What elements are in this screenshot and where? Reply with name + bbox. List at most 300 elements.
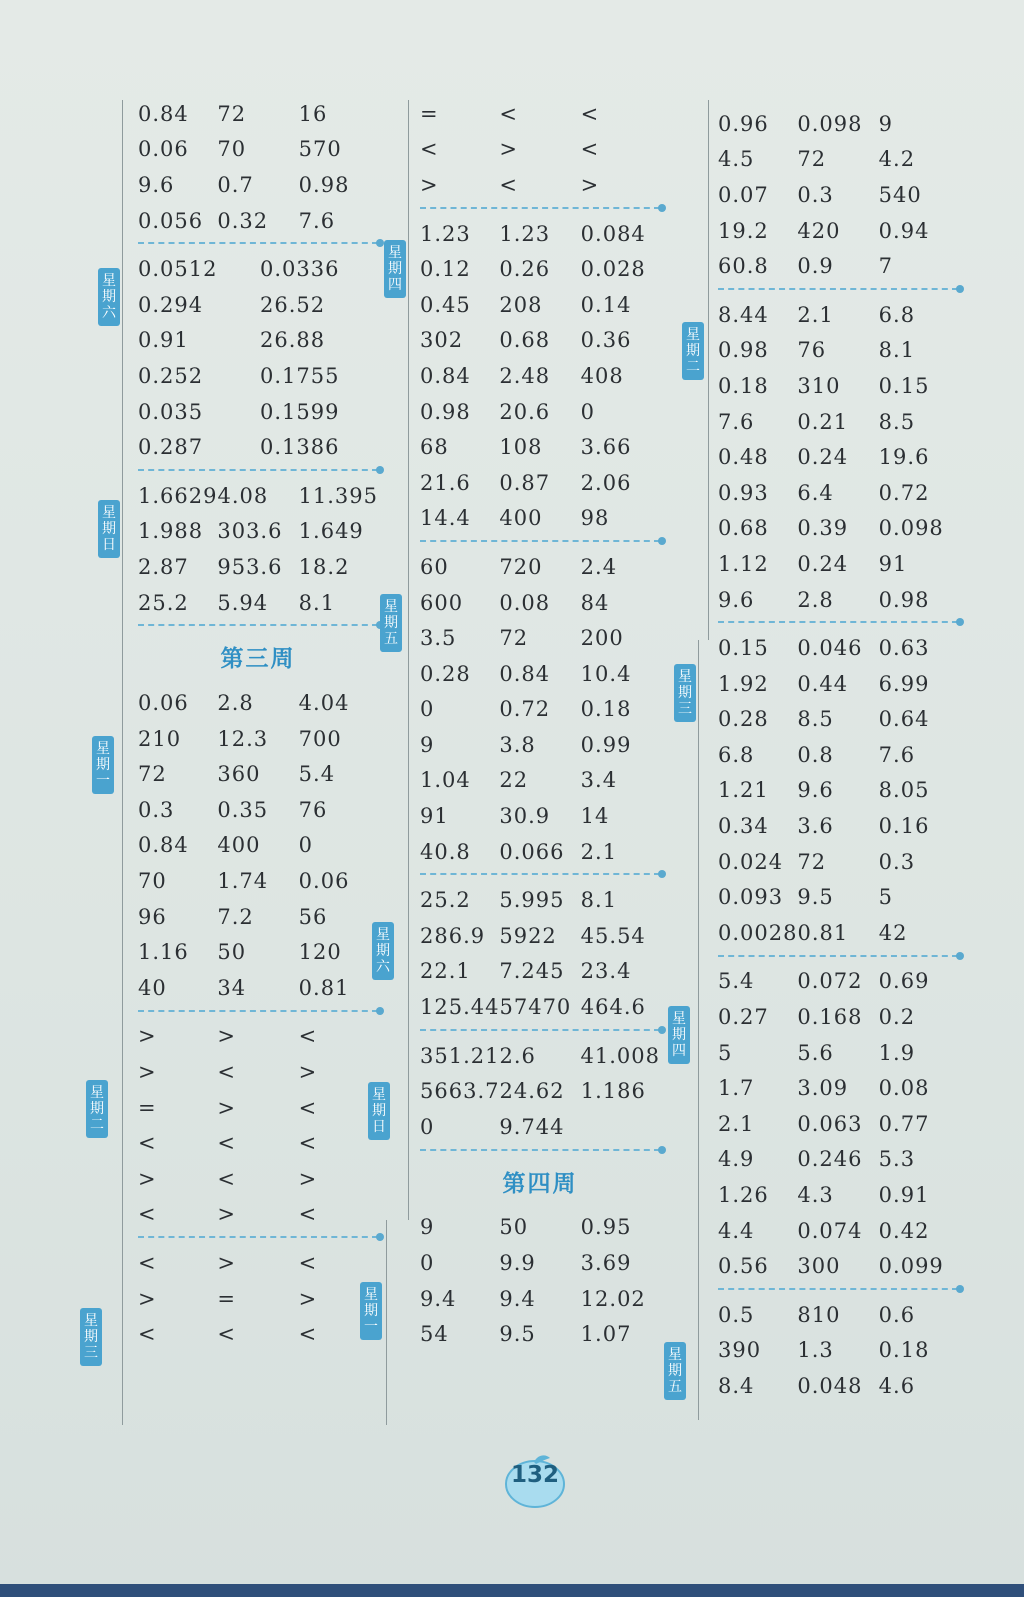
column-rule — [698, 640, 699, 1420]
answer-value: 9.744 — [499, 1114, 565, 1139]
answer-row — [420, 834, 660, 870]
answer-value: 810 — [797, 1302, 841, 1327]
answer-value: > — [217, 1251, 236, 1276]
answer-block — [718, 297, 958, 617]
answer-value: 0.44 — [797, 671, 849, 696]
answer-value: 0.294 — [138, 292, 204, 317]
answer-value: 2.8 — [797, 587, 834, 612]
answer-row — [718, 964, 958, 1000]
answer-value: 8.1 — [298, 590, 336, 615]
week-title: 第三周 — [220, 646, 296, 673]
answer-value: 1.23 — [420, 221, 471, 246]
day-tab: 星 期 五 — [380, 594, 402, 652]
answer-value: 0.1755 — [260, 363, 340, 388]
answer-value: 5 — [878, 885, 894, 910]
answer-value: > — [298, 1060, 318, 1085]
answer-value: 26.52 — [260, 292, 326, 317]
answer-row — [138, 1125, 378, 1161]
answer-value: 24.62 — [499, 1079, 565, 1104]
answer-value: > — [138, 1286, 157, 1311]
answer-value: 420 — [797, 218, 841, 243]
answer-value: 0.98 — [298, 172, 350, 197]
answer-value: 4.9 — [718, 1147, 755, 1172]
answer-row — [420, 727, 660, 763]
answer-value: 2.87 — [138, 554, 189, 579]
answer-value: 0.093 — [718, 885, 784, 910]
answer-value: 40 — [138, 975, 167, 1000]
answer-row — [718, 297, 958, 333]
answer-row — [420, 882, 660, 918]
answer-value: 3.69 — [580, 1251, 632, 1276]
answer-row — [138, 251, 378, 287]
answer-value: 7.6 — [718, 409, 755, 434]
answer-value: 6.4 — [797, 480, 834, 505]
answer-value: 16 — [298, 101, 328, 126]
answer-value: 3.6 — [797, 814, 834, 839]
answer-value: 4.5 — [718, 147, 755, 172]
answer-row — [718, 737, 958, 773]
answer-row — [138, 549, 378, 585]
answer-value: 98 — [580, 506, 610, 531]
answer-block — [420, 96, 660, 203]
answer-value: < — [420, 137, 439, 162]
answer-value: 400 — [499, 506, 543, 531]
answer-row — [718, 879, 958, 915]
answer-row — [718, 106, 958, 142]
answer-value: 0.28 — [420, 661, 471, 686]
answer-value: 0.72 — [878, 480, 930, 505]
answer-value: 72 — [797, 147, 827, 172]
dashed-separator — [718, 955, 958, 958]
answer-value: 9 — [420, 732, 435, 757]
answer-row — [420, 763, 660, 799]
answer-value: 9.4 — [420, 1286, 457, 1311]
answer-block — [138, 96, 378, 238]
answer-value: 42 — [878, 920, 908, 945]
answer-row — [138, 1090, 378, 1126]
answer-value: 72 — [797, 849, 827, 874]
answer-value: 200 — [580, 626, 624, 651]
answer-value: 7.245 — [499, 959, 565, 984]
answer-value: 1.21 — [718, 778, 769, 803]
answer-value: 76 — [797, 338, 827, 363]
answer-value: 5.4 — [718, 969, 755, 994]
day-tab: 星 期 日 — [98, 500, 120, 558]
answer-value: 5.94 — [217, 590, 269, 615]
dashed-separator — [718, 288, 958, 291]
answer-row — [138, 685, 378, 721]
answer-value: 0.93 — [718, 480, 769, 505]
answer-value: 9.9 — [499, 1251, 536, 1276]
answer-value: 0.96 — [718, 111, 769, 136]
answer-value: 408 — [580, 363, 624, 388]
answer-value: 302 — [420, 328, 464, 353]
answer-value: 5922 — [499, 923, 557, 948]
answer-value: 91 — [420, 804, 449, 829]
answer-value: 208 — [499, 292, 543, 317]
answer-value: 9.5 — [797, 885, 834, 910]
answer-value: 20.6 — [499, 399, 551, 424]
answer-value: 1.16 — [138, 940, 189, 965]
answer-value: 0.098 — [878, 516, 944, 541]
answer-value: 0.048 — [797, 1373, 863, 1398]
answer-block — [420, 216, 660, 536]
answer-value: 1.3 — [797, 1338, 834, 1363]
answer-row — [420, 465, 660, 501]
answer-value: 0.08 — [499, 590, 551, 615]
dashed-separator — [138, 1010, 378, 1013]
answer-row — [138, 1054, 378, 1090]
answer-value: 10.4 — [580, 661, 632, 686]
answer-value: 0.084 — [580, 221, 646, 246]
answer-value: 76 — [298, 797, 328, 822]
answer-value: 360 — [217, 762, 261, 787]
answer-value: 6.8 — [878, 302, 916, 327]
answer-value: 14.4 — [420, 506, 471, 531]
answer-value: 0.48 — [718, 445, 769, 470]
dashed-separator — [420, 207, 660, 210]
day-tab: 星 期 五 — [664, 1342, 686, 1400]
answer-value: < — [499, 101, 518, 126]
answer-row — [420, 132, 660, 168]
answer-row — [138, 828, 378, 864]
answer-value: 30.9 — [499, 804, 551, 829]
answer-value: 96 — [138, 904, 167, 929]
answer-value: 22.1 — [420, 959, 471, 984]
answer-block — [718, 106, 958, 284]
answer-value: 14 — [580, 804, 610, 829]
answer-value: 9.5 — [499, 1322, 536, 1347]
answer-row — [138, 863, 378, 899]
answer-value: 6.8 — [718, 742, 755, 767]
answer-value: 0.34 — [718, 814, 769, 839]
answer-row — [138, 757, 378, 793]
answer-row — [138, 358, 378, 394]
answer-value: 1.6629 — [138, 483, 218, 508]
answer-value: 0.56 — [718, 1254, 769, 1279]
answer-value: > — [138, 1166, 157, 1191]
answer-value: 1.12 — [718, 551, 769, 576]
answer-value: 0.28 — [718, 707, 769, 732]
answer-value: 0.1599 — [260, 399, 340, 424]
answer-value: 0.45 — [420, 292, 471, 317]
answer-value: 0.287 — [138, 435, 204, 460]
answer-value: 25.2 — [420, 888, 471, 913]
answer-value: 1.649 — [298, 519, 364, 544]
answer-value: 1.04 — [420, 768, 471, 793]
answer-value: 0.06 — [138, 691, 189, 716]
answer-block — [420, 1210, 660, 1352]
answer-value: 0.024 — [718, 849, 784, 874]
answer-value: 0.98 — [420, 399, 471, 424]
answer-value: 68 — [420, 435, 449, 460]
answer-value: 303.6 — [217, 519, 283, 544]
answer-value: 0.81 — [298, 975, 350, 1000]
answer-value: 4.04 — [298, 691, 350, 716]
answer-value: 8.1 — [580, 888, 618, 913]
answer-value: 72 — [217, 101, 247, 126]
bottom-border — [0, 1584, 1024, 1597]
answer-value: 210 — [138, 726, 182, 751]
answer-row — [420, 429, 660, 465]
answer-value: > — [217, 1095, 236, 1120]
answer-value: 0.8 — [797, 742, 834, 767]
answer-row — [420, 358, 660, 394]
answer-value: > — [298, 1166, 318, 1191]
day-tab: 星 期 三 — [674, 664, 696, 722]
answer-value: 60 — [420, 554, 449, 579]
answer-row — [420, 656, 660, 692]
answer-value: 3.09 — [797, 1076, 849, 1101]
answer-value: 0.77 — [878, 1111, 930, 1136]
answer-row — [138, 394, 378, 430]
answer-row — [138, 203, 378, 239]
answer-row — [138, 585, 378, 621]
answer-value: 286.9 — [420, 923, 486, 948]
answer-row — [420, 96, 660, 132]
answer-block — [420, 882, 660, 1024]
answer-value: 19.2 — [718, 218, 769, 243]
column-rule — [122, 100, 123, 1425]
answer-value: < — [298, 1202, 318, 1227]
answer-row — [718, 1142, 958, 1178]
answer-value: 464.6 — [580, 995, 646, 1020]
answer-value: 2.06 — [580, 470, 632, 495]
answer-value: 0.39 — [797, 516, 849, 541]
answer-row — [718, 630, 958, 666]
answer-row — [718, 582, 958, 618]
answer-value: 0.7 — [217, 172, 254, 197]
answer-value: 0.68 — [718, 516, 769, 541]
answer-block — [138, 1019, 378, 1233]
answer-row — [138, 1019, 378, 1055]
answer-row — [718, 248, 958, 284]
answer-value: < — [298, 1322, 318, 1347]
answer-value: 6.99 — [878, 671, 930, 696]
dashed-separator — [138, 242, 378, 245]
answer-value: = — [420, 101, 439, 126]
answer-value: 1.92 — [718, 671, 769, 696]
answer-value: 56 — [298, 904, 328, 929]
answer-value: 1.9 — [878, 1040, 916, 1065]
answer-value: 0.87 — [499, 470, 551, 495]
answer-value: 2.4 — [580, 554, 618, 579]
answer-value: > — [138, 1024, 157, 1049]
answer-value: 40.8 — [420, 839, 471, 864]
answer-row — [420, 692, 660, 728]
answer-value: 720 — [499, 554, 543, 579]
day-tab: 星 期 四 — [668, 1006, 690, 1064]
answer-row — [420, 1210, 660, 1246]
answer-value: 700 — [298, 726, 342, 751]
answer-row — [420, 549, 660, 585]
answer-row — [138, 721, 378, 757]
answer-value: < — [217, 1060, 236, 1085]
answer-value: 0.98 — [878, 587, 930, 612]
answer-value: 0.15 — [878, 373, 930, 398]
answer-value: < — [138, 1322, 157, 1347]
answer-value: 0.5 — [718, 1302, 755, 1327]
answer-row — [420, 1109, 660, 1145]
answer-row — [138, 287, 378, 323]
answer-block — [420, 549, 660, 869]
answer-value: 0.028 — [580, 257, 646, 282]
answer-value: 9.6 — [797, 778, 834, 803]
answer-row — [420, 1245, 660, 1281]
answer-value: < — [217, 1131, 236, 1156]
answer-value: 2.6 — [499, 1043, 536, 1068]
answer-value: 0.246 — [797, 1147, 863, 1172]
column-rule — [708, 100, 709, 640]
answer-value: 3.66 — [580, 435, 632, 460]
column-3 — [718, 106, 958, 1404]
answer-row — [138, 1197, 378, 1233]
answer-value: < — [298, 1251, 318, 1276]
answer-value: 8.44 — [718, 302, 769, 327]
answer-value: 1.7 — [718, 1076, 755, 1101]
answer-row — [138, 167, 378, 203]
answer-value: 70 — [138, 869, 167, 894]
answer-row — [138, 96, 378, 132]
answer-value: 0.08 — [878, 1076, 930, 1101]
day-tab: 星 期 三 — [80, 1308, 102, 1366]
answer-value: 0.168 — [797, 1005, 863, 1030]
answer-row — [138, 1281, 378, 1317]
answer-value: 1.74 — [217, 869, 269, 894]
answer-value: 0.6 — [878, 1302, 916, 1327]
answer-value: 0 — [298, 833, 314, 858]
answer-value: 0.16 — [878, 814, 930, 839]
answer-value: 0.056 — [138, 208, 204, 233]
answer-value: 91 — [878, 551, 908, 576]
answer-value: 4.4 — [718, 1218, 755, 1243]
answer-value: < — [580, 137, 600, 162]
answer-row — [138, 934, 378, 970]
answer-value: 45.54 — [580, 923, 646, 948]
answer-row — [138, 323, 378, 359]
answer-row — [718, 1213, 958, 1249]
answer-row — [138, 429, 378, 465]
column-rule — [386, 1220, 387, 1425]
answer-value: 0.0336 — [260, 257, 340, 282]
answer-block — [718, 964, 958, 1284]
answer-value: < — [298, 1024, 318, 1049]
answer-value: 0 — [580, 399, 596, 424]
answer-row — [718, 475, 958, 511]
answer-value: 0.84 — [138, 833, 189, 858]
answer-row — [420, 1316, 660, 1352]
answer-value: 0.69 — [878, 969, 930, 994]
answer-value: 5.6 — [797, 1040, 834, 1065]
answer-value: 0.24 — [797, 551, 849, 576]
answer-value: 4.3 — [797, 1183, 834, 1208]
answer-block — [138, 685, 378, 1005]
answer-value: 0.18 — [718, 373, 769, 398]
answer-row — [420, 1038, 660, 1074]
answer-value: 0.26 — [499, 257, 551, 282]
dashed-separator — [138, 624, 378, 627]
answer-value: 0.68 — [499, 328, 551, 353]
answer-row — [718, 213, 958, 249]
answer-row — [420, 394, 660, 430]
answer-value: > — [420, 172, 439, 197]
answer-value: 2.48 — [499, 363, 551, 388]
answer-value: 8.1 — [878, 338, 916, 363]
answer-value: 8.4 — [718, 1373, 755, 1398]
answer-row — [420, 167, 660, 203]
answer-value: < — [298, 1131, 318, 1156]
answer-value: 41.008 — [580, 1043, 660, 1068]
answer-row — [718, 404, 958, 440]
answer-value: 9.6 — [718, 587, 755, 612]
dashed-separator — [420, 1149, 660, 1152]
answer-row — [718, 546, 958, 582]
answer-value: 570 — [298, 137, 342, 162]
answer-value: 26.88 — [260, 328, 326, 353]
answer-row — [138, 792, 378, 828]
answer-value: < — [138, 1202, 157, 1227]
answer-value: 0.072 — [797, 969, 863, 994]
answer-value: < — [217, 1322, 236, 1347]
answer-value: 19.6 — [878, 445, 930, 470]
answer-value: 8.5 — [797, 707, 834, 732]
answer-row — [718, 1248, 958, 1284]
answer-value: 0.15 — [718, 636, 769, 661]
answer-value: 4.6 — [878, 1373, 916, 1398]
answer-block — [718, 630, 958, 950]
answer-value: 50 — [499, 1215, 529, 1240]
answer-value: 0.21 — [797, 409, 849, 434]
answer-value: 3.8 — [499, 732, 536, 757]
answer-value: 120 — [298, 940, 342, 965]
answer-value: 57470 — [499, 995, 572, 1020]
answer-value: 0.64 — [878, 707, 930, 732]
answer-row — [718, 666, 958, 702]
answer-value: 4.08 — [217, 483, 269, 508]
answer-value: 400 — [217, 833, 261, 858]
answer-block — [138, 478, 378, 620]
answer-value: < — [580, 101, 600, 126]
answer-row — [718, 333, 958, 369]
answer-value: 0.72 — [499, 697, 551, 722]
dashed-separator — [718, 621, 958, 624]
answer-value: 0.06 — [138, 137, 189, 162]
answer-value: 72 — [499, 626, 529, 651]
page-number: 132 — [510, 1462, 559, 1488]
answer-value: < — [138, 1131, 157, 1156]
answer-value: 12.02 — [580, 1286, 646, 1311]
answer-value: 5663.7 — [420, 1079, 500, 1104]
answer-value: 0.1386 — [260, 435, 340, 460]
dashed-separator — [420, 873, 660, 876]
answer-value: 2.1 — [580, 839, 618, 864]
answer-value: > — [580, 172, 600, 197]
dashed-separator — [420, 1029, 660, 1032]
answer-value: 0.14 — [580, 292, 632, 317]
answer-row — [718, 1177, 958, 1213]
answer-value: 0.0028 — [718, 920, 798, 945]
answer-value: 25.2 — [138, 590, 189, 615]
answer-value: 0.3 — [797, 182, 834, 207]
answer-value: 0.3 — [878, 849, 916, 874]
answer-row — [718, 915, 958, 951]
answer-value: 310 — [797, 373, 841, 398]
answer-value: 9 — [420, 1215, 435, 1240]
answer-value: 0.36 — [580, 328, 632, 353]
answer-block — [420, 1038, 660, 1145]
answer-value: 22 — [499, 768, 529, 793]
answer-value: 3.4 — [580, 768, 618, 793]
